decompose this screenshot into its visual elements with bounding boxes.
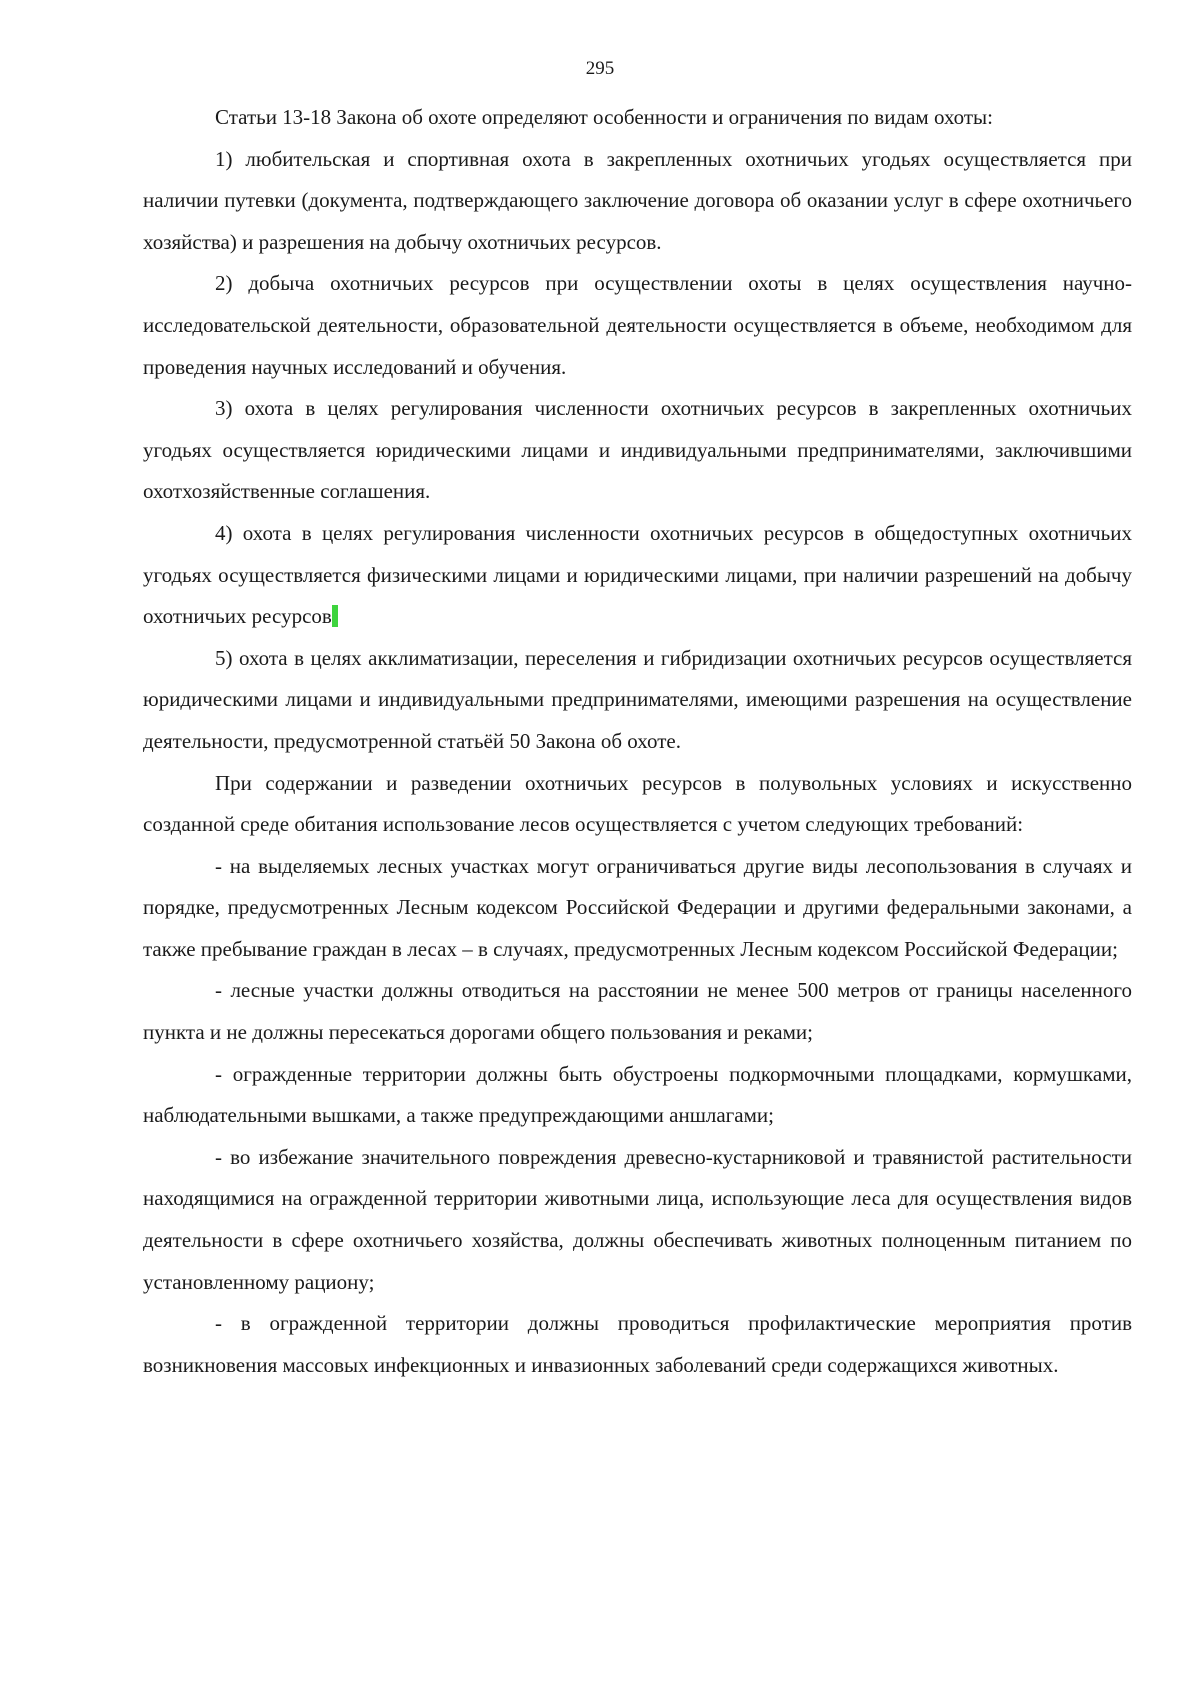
paragraph-requirements-intro: При содержании и разведении охотничьих ресурсов в полувольных условиях и искусственно созданной среде обитания использование лесов осуществляется с учетом следующих требований:: [143, 770, 1132, 837]
document-body: [143, 97, 1132, 1386]
paragraph-requirement-4: - во избежание значительного повреждения древесно-кустарниковой и травянистой растительности находящимися на огражденной территории животными лица, использующие леса для осуществления видов деятельности в сфере охотничьего хозяйства, должны обеспечивать животных полноценным питанием по установленному рациону;: [143, 1144, 1132, 1294]
paragraph-intro: Статьи 13-18 Закона об охоте определяют особенности и ограничения по видам охоты:: [215, 105, 993, 129]
paragraph-item-4-text: 4) охота в целях регулирования численности охотничьих ресурсов в общедоступных охотничьих угодьях осуществляется физическими лицами и юридическими лицами, при наличии разрешений на добычу охотничьих ресурсов: [143, 520, 1132, 629]
paragraph-item-2: 2) добыча охотничьих ресурсов при осуществлении охоты в целях осуществления научно-исследовательской деятельности, образовательной деятельности осуществляется в объеме, необходимом для проведения научных исследований и обучения.: [143, 271, 1132, 379]
page-number: 295: [585, 58, 615, 79]
paragraph-item-4: [143, 513, 1132, 638]
text-cursor-highlight: [332, 605, 338, 627]
paragraph-item-3: 3) охота в целях регулирования численности охотничьих ресурсов в закрепленных охотничьих угодьях осуществляется юридическими лицами и индивидуальными предпринимателями, заключившими охотхозяйственные соглашения.: [143, 396, 1132, 504]
paragraph-item-1: 1) любительская и спортивная охота в закрепленных охотничьих угодьях осуществляется при наличии путевки (документа, подтверждающего заключение договора об оказании услуг в сфере охотничьего хозяйства) и разрешения на добычу охотничьих ресурсов.: [143, 146, 1132, 254]
paragraph-item-5: 5) охота в целях акклиматизации, переселения и гибридизации охотничьих ресурсов осуществляется юридическими лицами и индивидуальными предпринимателями, имеющими разрешения на осуществление деятельности, предусмотренной статьёй 50 Закона об охоте.: [143, 645, 1132, 753]
paragraph-requirement-2: - лесные участки должны отводиться на расстоянии не менее 500 метров от границы населенного пункта и не должны пересекаться дорогами общего пользования и реками;: [143, 978, 1132, 1045]
paragraph-requirement-3: - огражденные территории должны быть обустроены подкормочными площадками, кормушками, наблюдательными вышками, а также предупреждающими аншлагами;: [143, 1061, 1132, 1128]
paragraph-requirement-1: - на выделяемых лесных участках могут ограничиваться другие виды лесопользования в случаях и порядке, предусмотренных Лесным кодексом Российской Федерации и другими федеральными законами, а также пребывание граждан в лесах – в случаях, предусмотренных Лесным кодексом Российской Федерации;: [143, 853, 1132, 961]
paragraph-requirement-5: - в огражденной территории должны проводиться профилактические мероприятия против возникновения массовых инфекционных и инвазионных заболеваний среди содержащихся животных.: [143, 1311, 1132, 1377]
